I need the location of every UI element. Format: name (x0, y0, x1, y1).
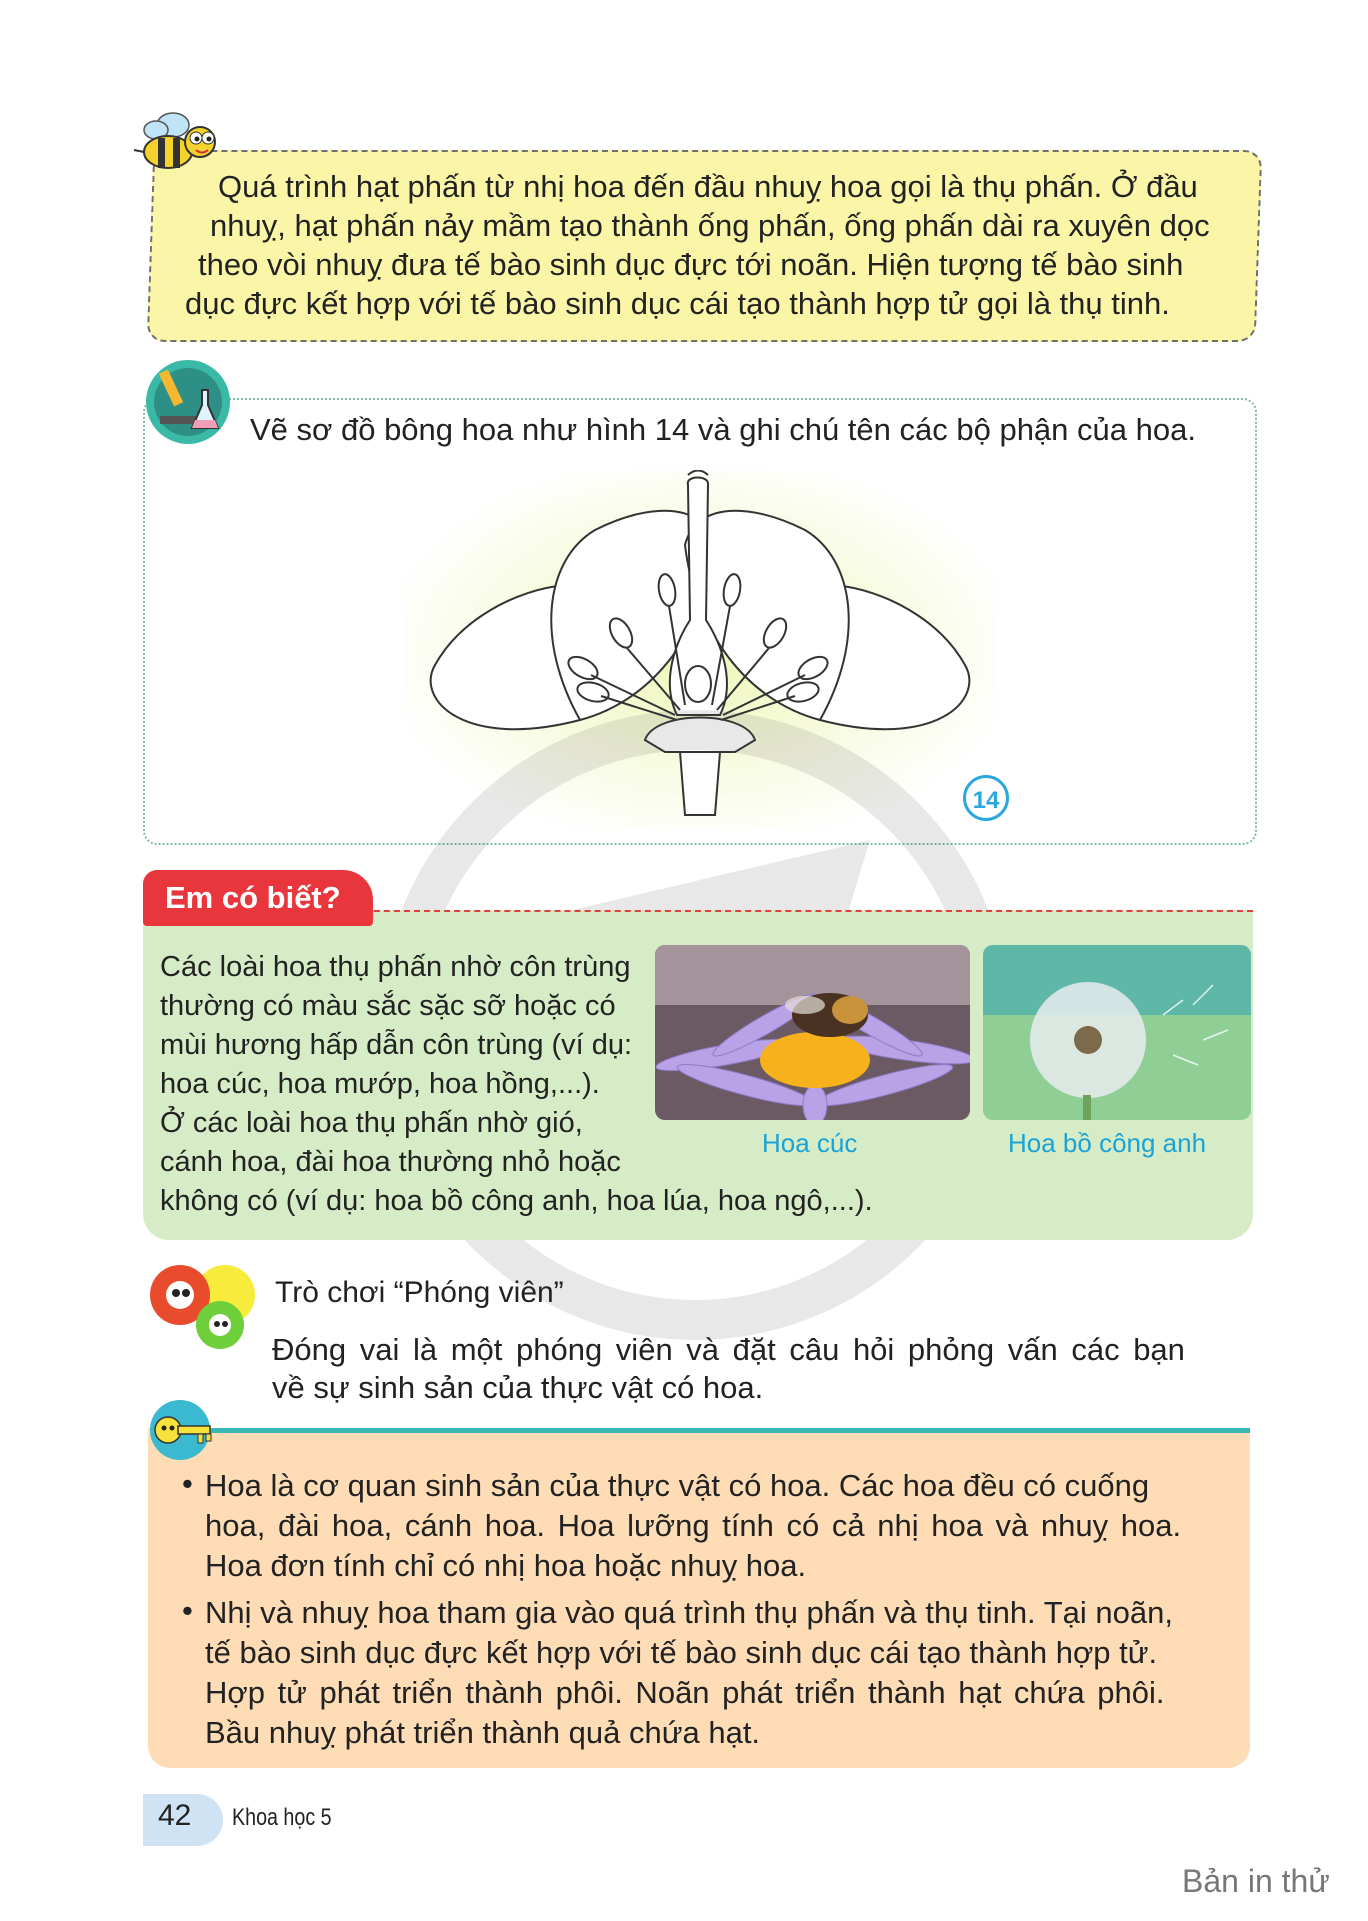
did-you-know-line-4: hoa cúc, hoa mướp, hoa hồng,...). (160, 1068, 600, 1100)
daisy-bee-photo (655, 945, 970, 1120)
book-title: Khoa học 5 (232, 1804, 332, 1831)
did-you-know-line-5: Ở các loài hoa thụ phấn nhờ gió, (160, 1107, 583, 1139)
gears-icon (140, 1255, 255, 1355)
note-line-1: Quá trình hạt phấn từ nhị hoa đến đầu nhuỵ hoa gọi là thụ phấn. Ở đầu (218, 169, 1198, 204)
summary-2-line-1: Nhị và nhuỵ hoa tham gia vào quá trình thụ phấn và thụ tinh. Tại noãn, (205, 1595, 1173, 1630)
dandelion-photo (983, 945, 1251, 1120)
bee-icon (128, 100, 228, 180)
did-you-know-line-3: mùi hương hấp dẫn côn trùng (ví dụ: (160, 1029, 633, 1061)
summary-2-line-2: tế bào sinh dục đực kết hợp với tế bào sinh dục cái tạo thành hợp tử. (205, 1635, 1158, 1670)
summary-1-line-2: hoa, đài hoa, cánh hoa. Hoa lưỡng tính có cả nhị hoa và nhuỵ hoa. (205, 1508, 1182, 1543)
summary-bullet-1: • (182, 1466, 193, 1501)
summary-bullet-2: • (182, 1593, 193, 1628)
did-you-know-line-7: không có (ví dụ: hoa bồ công anh, hoa lúa, hoa ngô,...). (160, 1185, 873, 1217)
caption-daisy: Hoa cúc (762, 1128, 858, 1158)
caption-dandelion: Hoa bồ công anh (1008, 1128, 1207, 1158)
note-line-3: theo vòi nhuỵ đưa tế bào sinh dục đực tới noãn. Hiện tượng tế bào sinh (198, 247, 1184, 282)
game-line-1: Đóng vai là một phóng viên và đặt câu hỏi phỏng vấn các bạn (272, 1332, 1185, 1367)
did-you-know-line-1: Các loài hoa thụ phấn nhờ côn trùng (160, 951, 631, 983)
note-line-4: dục đực kết hợp với tế bào sinh dục cái tạo thành hợp tử gọi là thụ tinh. (185, 286, 1170, 321)
microscope-flask-icon (140, 350, 236, 446)
summary-2-line-3: Hợp tử phát triển thành phôi. Noãn phát triển thành hạt chứa phôi. (205, 1675, 1165, 1710)
game-title: Trò chơi “Phóng viên” (275, 1276, 564, 1309)
note-line-2: nhuỵ, hạt phấn nảy mầm tạo thành ống phấn, ống phấn dài ra xuyên dọc (210, 208, 1210, 243)
page-number: 42 (158, 1799, 192, 1832)
key-icon (140, 1395, 220, 1465)
summary-rule (185, 1428, 1250, 1433)
figure-number-badge: 14 (963, 775, 1009, 821)
did-you-know-line-2: thường có màu sắc sặc sỡ hoặc có (160, 990, 616, 1022)
draft-label: Bản in thử (1182, 1863, 1330, 1899)
summary-1-line-3: Hoa đơn tính chỉ có nhị hoa hoặc nhuỵ hoa. (205, 1548, 807, 1583)
summary-1-line-1: Hoa là cơ quan sinh sản của thực vật có hoa. Các hoa đều có cuống (205, 1468, 1150, 1503)
game-line-2: về sự sinh sản của thực vật có hoa. (272, 1370, 764, 1405)
did-you-know-tag: Em có biết? (143, 870, 373, 926)
did-you-know-line-6: cánh hoa, đài hoa thường nhỏ hoặc (160, 1146, 621, 1178)
summary-2-line-4: Bầu nhuỵ phát triển thành quả chứa hạt. (205, 1715, 761, 1750)
activity-instruction: Vẽ sơ đồ bông hoa như hình 14 và ghi chú tên các bộ phận của hoa. (250, 412, 1196, 447)
